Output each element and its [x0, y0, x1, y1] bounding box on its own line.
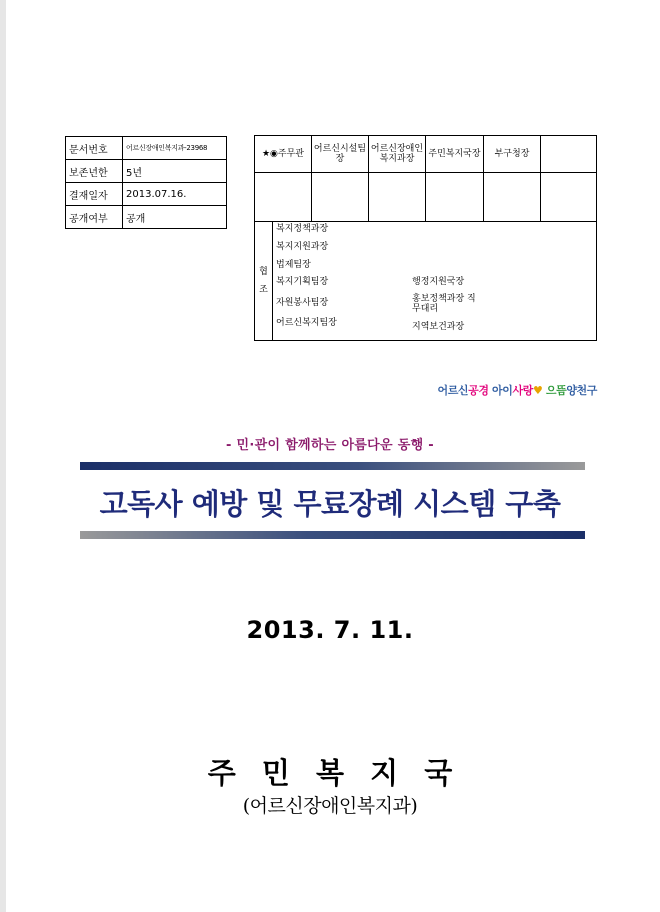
- slogan-part: 공경: [468, 384, 489, 397]
- cooperation-label-char: 조: [259, 285, 268, 295]
- cooperation-item: 법제팀장: [276, 260, 311, 270]
- doc-number-value: 어르신장애인복지과-23968: [123, 137, 227, 160]
- approver-bureau-head: 주민복지국장: [426, 136, 484, 172]
- subtitle: - 민·관이 함께하는 아름다운 동행 -: [226, 438, 434, 453]
- cooperation-label: [255, 222, 273, 340]
- approver-officer: ★◉주무관: [255, 136, 312, 172]
- approver-team-leader: 어르신시설팀장: [312, 136, 369, 172]
- cooperation-item: 복지기획팀장: [276, 277, 329, 287]
- heart-icon: ♥: [532, 384, 543, 397]
- signature-cell: [426, 173, 484, 221]
- doc-info-row: [66, 206, 227, 229]
- cooperation-item: 복지지원과장: [276, 242, 329, 252]
- doc-number-label: 문서번호: [66, 137, 123, 160]
- title-bar-bottom: [80, 531, 585, 539]
- disclosure-value: 공개: [123, 206, 227, 229]
- title-bar-top: [80, 462, 585, 470]
- signature-cell: [255, 173, 312, 221]
- doc-info-row: [66, 137, 227, 160]
- retention-value: 5년: [123, 160, 227, 183]
- slogan-part: 양천구: [566, 384, 597, 397]
- signature-cell: [541, 173, 596, 221]
- slogan-part: 아이: [492, 384, 513, 397]
- document-date: 2013. 7. 11.: [246, 616, 414, 644]
- department-name: 주 민 복 지 국: [207, 756, 461, 790]
- cooperation-item: 복지정책과장: [276, 224, 329, 234]
- approver-division-head: 어르신장애인복지과장: [369, 136, 426, 172]
- signature-cell: [484, 173, 541, 221]
- cooperation-item: 자원봉사팀장: [276, 298, 329, 308]
- approver-empty: [541, 136, 596, 172]
- approval-signature-row: [255, 173, 596, 222]
- department-division: (어르신장애인복지과): [242, 795, 418, 817]
- doc-info-row: [66, 183, 227, 206]
- cooperation-item: 지역보건과장: [412, 322, 465, 332]
- approval-header-row: [255, 136, 596, 173]
- cooperation-item: 홍보정책과장 직무대리: [412, 294, 476, 314]
- disclosure-label: 공개여부: [66, 206, 123, 229]
- district-slogan-logo: [437, 382, 597, 398]
- signature-cell: [312, 173, 369, 221]
- slogan-part: 사랑: [512, 384, 533, 397]
- document-info-table: [65, 136, 227, 229]
- approval-date-label: 결재일자: [66, 183, 123, 206]
- slogan-part: 으뜸: [545, 384, 567, 397]
- signature-cell: [369, 173, 426, 221]
- approver-deputy-mayor: 부구청장: [484, 136, 541, 172]
- approval-date-value: 2013.07.16.: [123, 183, 227, 206]
- slogan-part: 어르신: [437, 384, 469, 397]
- retention-label: 보존년한: [66, 160, 123, 183]
- cooperation-label-char: 협: [259, 267, 268, 277]
- cooperation-item: 어르신복지팀장: [276, 318, 337, 328]
- document-title: 고독사 예방 및 무료장례 시스템 구축: [99, 487, 561, 521]
- cooperation-item: 행정지원국장: [412, 277, 465, 287]
- approval-box: [254, 135, 597, 341]
- doc-info-row: [66, 160, 227, 183]
